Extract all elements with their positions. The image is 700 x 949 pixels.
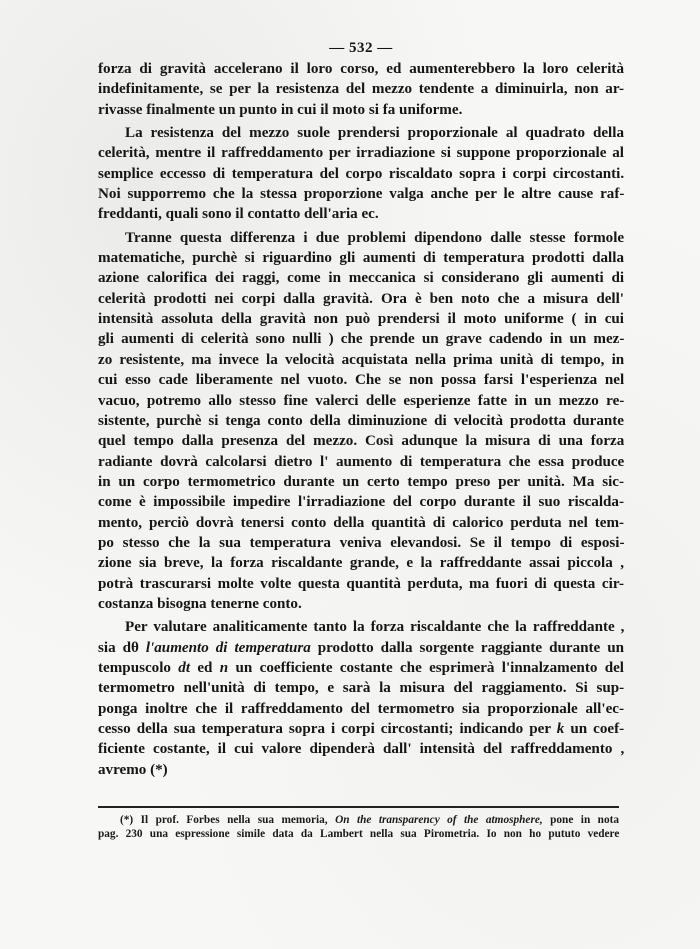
text-line: ficiente costante, il cui valore dipenderà dall' intensità del raffreddamento , <box>98 741 625 758</box>
paragraph-4 <box>98 617 624 780</box>
text-fragment: un coefficiente costante che esprimerà l'innalzamento del <box>228 659 625 676</box>
text-line: freddanti, quali sono il contatto dell'aria ec. <box>98 206 379 223</box>
text-line: celerità, mentre il raffreddamento per irradiazione si suppone proporzionale al <box>98 145 624 162</box>
math-d-theta: dθ <box>122 639 139 656</box>
paragraph-2 <box>98 123 624 225</box>
text-line: ponga inoltre che il raffreddamento del termometro sia proporzionale all'ec- <box>98 700 624 717</box>
text-fragment: ed <box>190 659 220 676</box>
text-line: mento, perciò dovrà tenersi conto della quantità di calorico perduta nel tem- <box>98 514 625 531</box>
text-line <box>98 719 624 739</box>
text-line: sistente, purchè si tenga conto della diminuzione di velocità prodotta durante <box>98 412 624 429</box>
page-number: — 532 — <box>329 40 393 56</box>
text-line: intensità assoluta della gravità non può prendersi il moto uniforme ( in cui <box>98 311 624 328</box>
text-line: celerità prodotti nei corpi dalla gravità. Ora è ben noto che a misura dell' <box>98 290 624 307</box>
math-n: n <box>219 659 229 676</box>
text-fragment: pone in nota <box>542 814 620 826</box>
italic-title: On the transparency of the atmosphere, <box>335 814 543 826</box>
text-line: matematiche, purchè si riguardino gli aumenti di temperatura prodotti dalla <box>98 250 624 267</box>
text-line: Per valutare analiticamente tanto la forza riscaldante che la raffreddante , <box>125 619 625 636</box>
text-line: zo resistente, ma invece la velocità acquistata nella prima unità di tempo, in <box>98 351 625 368</box>
text-line: Tranne questa differenza i due problemi dipendono dalle stesse formole <box>125 229 625 246</box>
text-line <box>98 638 624 658</box>
text-line: forza di gravità accelerano il loro corso, ed aumenterebbero la loro celerità <box>98 61 624 77</box>
text-line: semplice eccesso di temperatura del corpo riscaldato sopra i corpi circostanti. <box>98 165 625 182</box>
text-line: quel tempo dalla presenza del mezzo. Così adunque la misura di una forza <box>98 433 625 450</box>
text-line: gli aumenti di celerità sono nulli ) che prende un grave cadendo in un mez- <box>98 331 625 348</box>
text-line: zione sia breve, la forza riscaldante grande, e la raffreddante assai piccola , <box>98 555 624 572</box>
footnote-divider <box>98 806 619 808</box>
text-line: Noi supporremo che la stessa proporzione valga anche per le altre cause raf- <box>98 186 625 203</box>
text-line: termometro nell'unità di tempo, e sarà la misura del raggiamento. Si sup- <box>98 680 625 697</box>
text-line: avremo (*) <box>98 761 168 778</box>
footnote <box>98 813 619 841</box>
footnote-line <box>98 813 619 827</box>
math-k: k <box>556 721 565 737</box>
text-fragment: sia <box>98 639 123 656</box>
footnote-line: pag. 230 una espressione simile data da Lambert nella sua Pirometria. Io non ho pututo vedere <box>98 828 620 840</box>
text-line: rivasse finalmente un punto in cui il moto si fa uniforme. <box>98 101 463 118</box>
text-fragment: un coef- <box>564 721 625 737</box>
text-line: in un corpo termometrico durante un certo tempo preso per unità. Ma sic- <box>98 473 624 490</box>
text-fragment: tempuscolo <box>98 659 179 676</box>
text-line: vacuo, potremo allo stesso fine valerci delle esperienze fatte in un mezzo re- <box>98 392 625 409</box>
text-fragment: (*) Il prof. Forbes nella sua memoria, <box>120 814 336 826</box>
italic-term: l'aumento di temperatura <box>145 639 311 656</box>
text-fragment: prodotto dalla sorgente raggiante durante un <box>310 639 625 656</box>
text-line: costanza bisogna tenerne conto. <box>98 595 302 612</box>
text-line: potrà trascurarsi molte volte questa quantità perduta, ma fuori di questa cir- <box>98 575 624 592</box>
text-fragment: cesso della sua temperatura sopra i corpi circostanti; indicando per <box>98 721 557 737</box>
paragraph-3 <box>98 228 624 615</box>
page-body <box>98 40 624 783</box>
text-line: indefinitamente, se per la resistenza del mezzo tendente a diminuirla, non ar- <box>98 81 624 98</box>
paragraph-1 <box>98 59 624 120</box>
main-text <box>98 59 624 780</box>
math-dt: dt <box>178 659 191 676</box>
text-line <box>98 658 624 678</box>
text-line: come è impossibile impedire l'irradiazione del corpo durante il suo riscalda- <box>98 494 624 511</box>
text-line: po stesso che la sua temperatura veniva elevandosi. Se il tempo di esposi- <box>98 534 625 551</box>
text-line: radiante dovrà calcolarsi dietro l' aumento di temperatura che essa produce <box>98 453 625 470</box>
text-line: cui esso cade liberamente nel vuoto. Che se non possa farsi l'esperienza nel <box>98 372 625 389</box>
text-line: La resistenza del mezzo suole prendersi proporzionale al quadrato della <box>125 125 624 142</box>
text-line: azione calorifica dei raggi, come in meccanica si considerano gli aumenti di <box>98 270 625 287</box>
